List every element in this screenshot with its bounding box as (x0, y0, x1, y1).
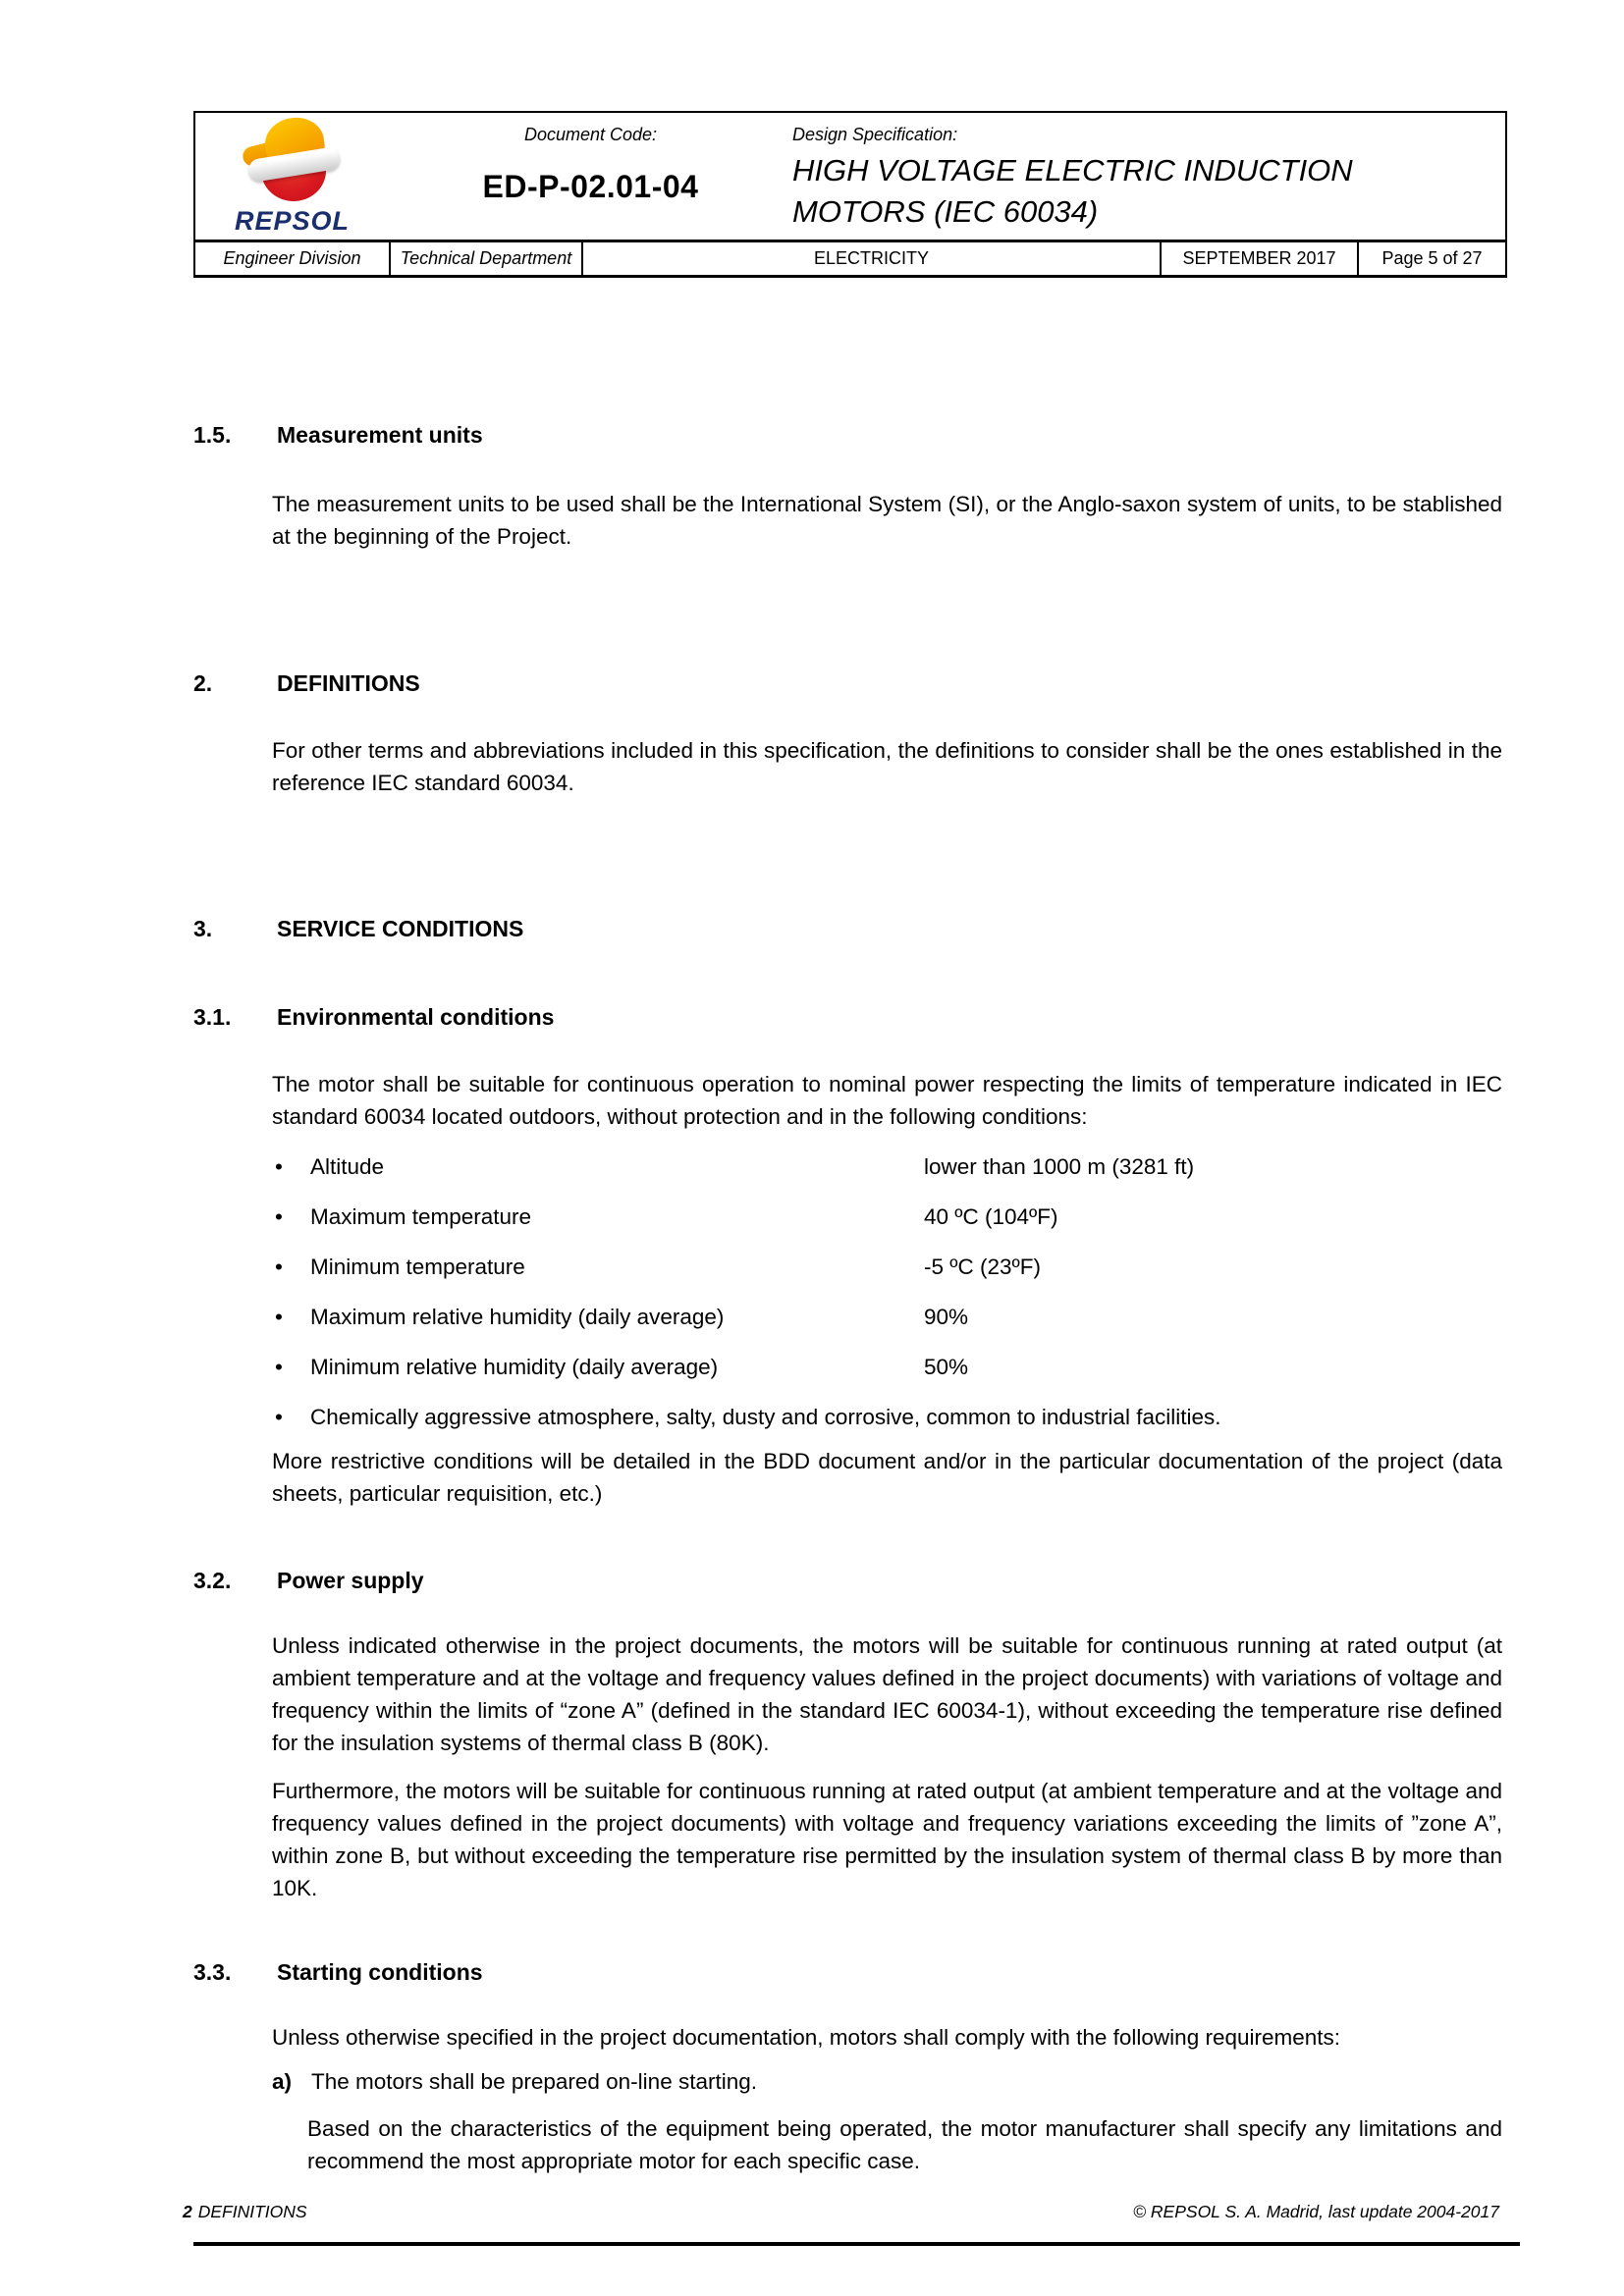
environmental-conditions-list (275, 1150, 1502, 1433)
list-item-min-temperature (275, 1251, 1502, 1283)
footer-section-title: DEFINITIONS (197, 2202, 307, 2221)
page-number-cell: Page 5 of 27 (1357, 242, 1505, 275)
section-number: 3.3. (193, 1959, 232, 1985)
document-code-value: ED-P-02.01-04 (482, 169, 699, 204)
document-code-cell (389, 113, 792, 240)
header-top-row (195, 113, 1505, 240)
section-number: 1.5. (193, 422, 232, 448)
footer-copyright: © REPSOL S. A. Madrid, last update 2004-2017 (1133, 2202, 1499, 2221)
condition-label: Maximum temperature (310, 1204, 532, 1229)
document-title (792, 150, 1505, 233)
paragraph: The measurement units to be used shall be the International System (SI), or the Anglo-saxon system of units, to be stablished at the beginning of the Project. (272, 492, 1502, 549)
section-heading-2 (193, 667, 1502, 700)
condition-value: 40 ºC (104ºF) (924, 1204, 1058, 1229)
section-title: Measurement units (277, 422, 483, 448)
condition-label: Maximum relative humidity (daily average) (310, 1305, 725, 1329)
paragraph: Unless indicated otherwise in the project documents, the motors will be suitable for continuous running at rated output (at ambient temperature and at the voltage and frequency values defined in the project documents) with variations of voltage and frequency within the limits of “zone A” (defined in the standard IEC 60034-1), without exceeding the temperature rise defined for the insulation systems of thermal class B (80K). (272, 1633, 1502, 1755)
footer-section-reference (183, 2202, 307, 2222)
section-title: DEFINITIONS (277, 670, 420, 696)
section-heading-3 (193, 913, 1502, 945)
list-item-a-text: The motors shall be prepared on-line starting. (311, 2069, 757, 2094)
condition-value: 90% (924, 1305, 969, 1329)
paragraph: Unless otherwise specified in the project documentation, motors shall comply with the following requirements: (272, 2025, 1341, 2050)
bullet-icon: • (275, 1255, 283, 1279)
section-heading-3-2 (193, 1565, 1502, 1597)
document-body (193, 419, 1502, 2177)
logo-cell (195, 113, 389, 240)
paragraph: Based on the characteristics of the equipment being operated, the motor manufacturer shall specify any limitations and recommend the most appropriate motor for each specific case. (307, 2116, 1502, 2173)
repsol-logo (214, 117, 371, 237)
design-spec-label: Design Specification: (792, 125, 958, 144)
condition-label: Altitude (310, 1154, 385, 1179)
list-item-altitude (275, 1150, 1502, 1183)
condition-value: -5 ºC (23ºF) (924, 1255, 1041, 1279)
page-footer (183, 2202, 1499, 2222)
paragraph: The motor shall be suitable for continuous operation to nominal power respecting the limits of temperature indicated in IEC standard 60034 located outdoors, without protection and in the following conditions: (272, 1072, 1502, 1129)
bullet-icon: • (275, 1154, 283, 1179)
repsol-logo-icon (242, 117, 344, 205)
section-title: SERVICE CONDITIONS (277, 916, 524, 941)
section-number: 3.2. (193, 1568, 232, 1593)
bullet-icon: • (275, 1355, 283, 1379)
engineer-division-cell: Engineer Division (223, 248, 361, 268)
list-item-a-marker: a) (272, 2069, 293, 2094)
list-item-min-humidity (275, 1351, 1502, 1383)
design-spec-cell (792, 113, 1505, 240)
paragraph: For other terms and abbreviations included in this specification, the definitions to consider shall be the ones established in the reference IEC standard 60034. (272, 738, 1502, 795)
list-item-atmosphere (275, 1401, 1502, 1433)
footer-section-number: 2 (183, 2202, 192, 2221)
discipline-cell: ELECTRICITY (581, 242, 1160, 275)
date-cell: SEPTEMBER 2017 (1160, 242, 1357, 275)
footer-divider (193, 2242, 1520, 2246)
list-item-max-temperature (275, 1201, 1502, 1233)
document-header-table (193, 111, 1507, 278)
section-title: Environmental conditions (277, 1004, 555, 1030)
paragraph: More restrictive conditions will be detailed in the BDD document and/or in the particular documentation of the project (data sheets, particular requisition, etc.) (272, 1449, 1502, 1506)
section-title: Starting conditions (277, 1959, 483, 1985)
document-title-line1: HIGH VOLTAGE ELECTRIC INDUCTION (792, 153, 1353, 187)
section-number: 3.1. (193, 1004, 232, 1030)
bullet-icon: • (275, 1204, 283, 1229)
bullet-icon: • (275, 1405, 283, 1429)
repsol-wordmark: REPSOL (234, 205, 351, 236)
section-heading-3-3 (193, 1956, 1502, 1989)
list-item-a (272, 2065, 1502, 2098)
section-number: 2. (193, 670, 213, 696)
condition-value: 50% (924, 1355, 969, 1379)
section-title: Power supply (277, 1568, 424, 1593)
paragraph: Furthermore, the motors will be suitable for continuous running at rated output (at ambient temperature and at the voltage and frequency values defined in the project documents) with voltage and frequency variations exceeding the limits of ”zone A”, within zone B, but without exceeding the temperature rise permitted by the insulation system of thermal class B by more than 10K. (272, 1779, 1502, 1900)
document-title-line2: MOTORS (IEC 60034) (792, 194, 1099, 229)
technical-department-cell: Technical Department (389, 242, 581, 275)
bullet-icon: • (275, 1305, 283, 1329)
section-number: 3. (193, 916, 213, 941)
document-code-label: Document Code: (523, 125, 658, 144)
header-bottom-row (195, 240, 1505, 275)
condition-value: lower than 1000 m (3281 ft) (924, 1154, 1195, 1179)
condition-label: Minimum temperature (310, 1255, 525, 1279)
condition-label: Minimum relative humidity (daily average) (310, 1355, 719, 1379)
condition-label: Chemically aggressive atmosphere, salty, dusty and corrosive, common to industrial facilities. (310, 1405, 1221, 1429)
section-heading-3-1 (193, 1001, 1502, 1034)
section-heading-1-5 (193, 419, 1502, 452)
list-item-max-humidity (275, 1301, 1502, 1333)
